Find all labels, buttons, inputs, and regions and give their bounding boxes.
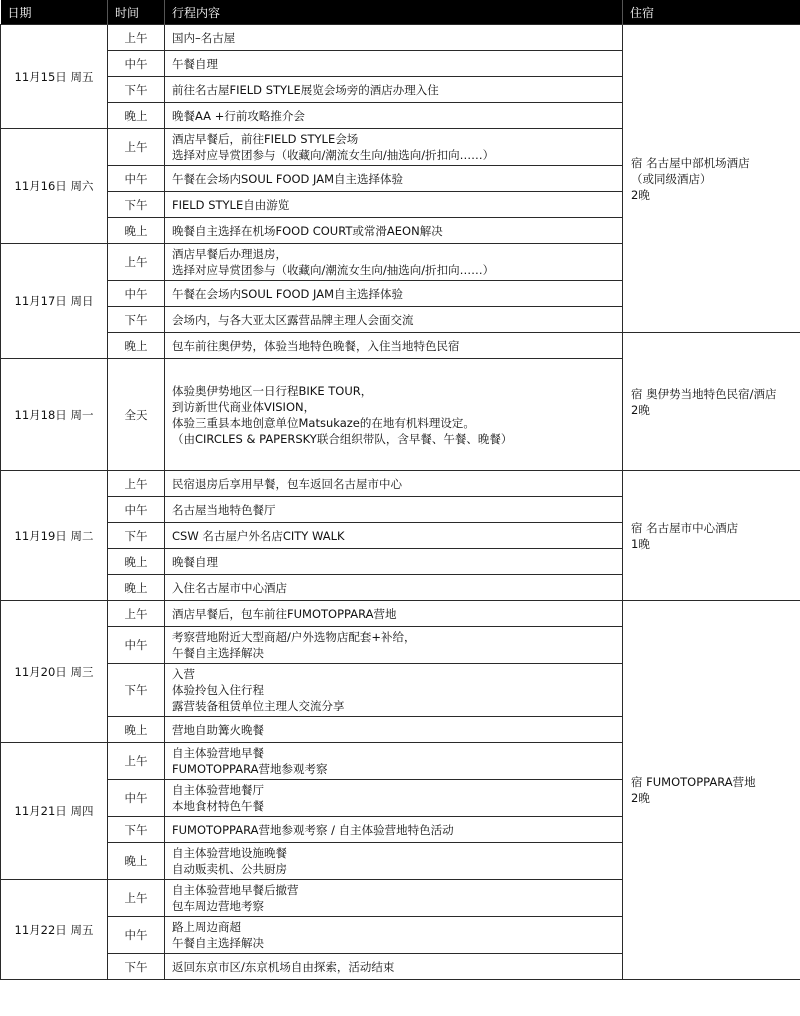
itinerary-cell (165, 497, 623, 523)
itinerary-cell (165, 523, 623, 549)
itinerary-cell (165, 549, 623, 575)
itinerary-cell (165, 244, 623, 281)
itinerary-cell (165, 333, 623, 359)
itinerary-line: 自动贩卖机、公共厨房 (172, 862, 287, 876)
time-cell: 下午 (108, 954, 165, 980)
itinerary-line: 民宿退房后享用早餐，包车返回名古屋市中心 (172, 476, 402, 491)
itinerary-line: FUMOTOPPARA营地参观考察 / 自主体验营地特色活动 (172, 822, 454, 837)
time-cell: 上午 (108, 743, 165, 780)
date-cell: 11月15日 周五 (1, 25, 108, 129)
itinerary-line: 入营 (172, 667, 195, 681)
lodging-cell (623, 25, 800, 333)
time-cell: 上午 (108, 25, 165, 51)
date-cell: 11月19日 周二 (1, 471, 108, 601)
itinerary-line: 体验奥伊势地区一日行程BIKE TOUR， (172, 383, 373, 398)
itinerary-cell (165, 575, 623, 601)
itinerary-cell (165, 281, 623, 307)
itinerary-cell (165, 218, 623, 244)
itinerary-cell (165, 664, 623, 717)
table-row (1, 333, 800, 359)
itinerary-line: 包车周边营地考察 (172, 899, 264, 913)
itinerary-line: 入住名古屋市中心酒店 (172, 580, 287, 595)
time-cell: 晚上 (108, 218, 165, 244)
time-cell: 中午 (108, 51, 165, 77)
itinerary-line: 营地自助篝火晚餐 (172, 722, 264, 737)
itinerary-line: （由CIRCLES & PAPERSKY联合组织带队，含早餐、午餐、晚餐） (172, 431, 513, 446)
lodging-line: 2晚 (631, 402, 650, 417)
header-time: 时间 (108, 0, 165, 25)
time-cell: 下午 (108, 523, 165, 549)
date-cell: 11月17日 周日 (1, 244, 108, 359)
itinerary-line: 会场内，与各大亚太区露营品牌主理人会面交流 (172, 312, 414, 327)
itinerary-cell (165, 954, 623, 980)
itinerary-line: 考察营地附近大型商超/户外选物店配套+补给， (172, 630, 416, 644)
lodging-line: 宿 奥伊势当地特色民宿/酒店 (631, 386, 777, 401)
time-cell: 上午 (108, 129, 165, 166)
time-cell: 中午 (108, 497, 165, 523)
header-stay: 住宿 (623, 0, 800, 25)
itinerary-cell (165, 166, 623, 192)
time-cell: 晚上 (108, 717, 165, 743)
time-cell: 中午 (108, 281, 165, 307)
time-cell: 上午 (108, 244, 165, 281)
itinerary-cell (165, 129, 623, 166)
time-cell: 晚上 (108, 103, 165, 129)
itinerary-line: 露营装备租赁单位主理人交流分享 (172, 699, 345, 713)
itinerary-line: 包车前往奥伊势，体验当地特色晚餐，入住当地特色民宿 (172, 338, 460, 353)
itinerary-cell (165, 471, 623, 497)
header-row (1, 0, 800, 25)
time-cell: 下午 (108, 77, 165, 103)
itinerary-line: 晚餐AA +行前攻略推介会 (172, 108, 305, 123)
itinerary-line: 体验拎包入住行程 (172, 683, 264, 697)
itinerary-cell (165, 743, 623, 780)
lodging-line: 1晚 (631, 536, 650, 551)
time-cell: 上午 (108, 471, 165, 497)
time-cell: 晚上 (108, 843, 165, 880)
itinerary-cell (165, 359, 623, 471)
itinerary-cell (165, 917, 623, 954)
itinerary-line: 午餐自理 (172, 56, 218, 71)
itinerary-line: 体验三重县本地创意单位Matsukaze的在地有机料理设定。 (172, 415, 475, 430)
itinerary-line: 路上周边商超 (172, 920, 241, 934)
date-cell: 11月16日 周六 (1, 129, 108, 244)
itinerary-line: 午餐自主选择解决 (172, 936, 264, 950)
time-cell: 晚上 (108, 333, 165, 359)
lodging-cell (623, 601, 800, 980)
itinerary-cell (165, 817, 623, 843)
itinerary-line: 名古屋当地特色餐厅 (172, 502, 276, 517)
itinerary-cell (165, 601, 623, 627)
itinerary-line: 午餐在会场内SOUL FOOD JAM自主选择体验 (172, 171, 404, 186)
lodging-line: 2晚 (631, 187, 650, 202)
lodging-line: 2晚 (631, 791, 650, 805)
itinerary-line: 晚餐自理 (172, 554, 218, 569)
itinerary-line: 酒店早餐后，前往FIELD STYLE会场 (172, 132, 359, 146)
date-cell: 11月21日 周四 (1, 743, 108, 880)
lodging-cell (623, 471, 800, 601)
itinerary-cell (165, 25, 623, 51)
time-cell: 下午 (108, 192, 165, 218)
time-cell: 晚上 (108, 549, 165, 575)
table-row (1, 601, 800, 627)
lodging-line: 宿 FUMOTOPPARA营地 (631, 775, 756, 789)
itinerary-cell (165, 627, 623, 664)
itinerary-line: 晚餐自主选择在机场FOOD COURT或常滑AEON解决 (172, 223, 443, 238)
time-cell: 上午 (108, 880, 165, 917)
itinerary-line: 自主体验营地早餐 (172, 746, 264, 760)
time-cell: 下午 (108, 817, 165, 843)
table-row (1, 25, 800, 51)
itinerary-line: 午餐在会场内SOUL FOOD JAM自主选择体验 (172, 286, 404, 301)
itinerary-line: CSW 名古屋户外名店CITY WALK (172, 528, 345, 543)
itinerary-cell (165, 192, 623, 218)
itinerary-line: 前往名古屋FIELD STYLE展览会场旁的酒店办理入住 (172, 82, 439, 97)
time-cell: 下午 (108, 307, 165, 333)
date-cell: 11月20日 周三 (1, 601, 108, 743)
itinerary-cell (165, 103, 623, 129)
time-cell: 上午 (108, 601, 165, 627)
time-cell: 中午 (108, 627, 165, 664)
itinerary-cell (165, 880, 623, 917)
itinerary-line: FUMOTOPPARA营地参观考察 (172, 762, 328, 776)
itinerary-line: 自主体验营地餐厅 (172, 783, 264, 797)
itinerary-line: 到访新世代商业体VISION， (172, 399, 316, 414)
table-row (1, 471, 800, 497)
time-cell: 晚上 (108, 575, 165, 601)
itinerary-line: 返回东京市区/东京机场自由探索，活动结束 (172, 959, 395, 974)
lodging-line: 宿 名古屋中部机场酒店 (631, 155, 750, 170)
header-itinerary: 行程内容 (165, 0, 623, 25)
itinerary-line: 自主体验营地早餐后撤营 (172, 883, 299, 897)
date-cell: 11月22日 周五 (1, 880, 108, 980)
itinerary-line: 选择对应导赏团参与（收藏向/潮流女生向/抽选向/折扣向……） (172, 263, 495, 277)
itinerary-cell (165, 780, 623, 817)
itinerary-line: 午餐自主选择解决 (172, 646, 264, 660)
itinerary-line: 酒店早餐后办理退房， (172, 247, 287, 261)
time-cell: 中午 (108, 166, 165, 192)
time-cell: 中午 (108, 917, 165, 954)
itinerary-cell (165, 307, 623, 333)
lodging-line: 宿 名古屋市中心酒店 (631, 520, 739, 535)
lodging-line: （或同级酒店） (631, 171, 712, 186)
date-cell: 11月18日 周一 (1, 359, 108, 471)
time-cell: 下午 (108, 664, 165, 717)
time-cell: 中午 (108, 780, 165, 817)
itinerary-line: FIELD STYLE自由游览 (172, 197, 290, 212)
itinerary-line: 选择对应导赏团参与（收藏向/潮流女生向/抽选向/折扣向……） (172, 148, 495, 162)
itinerary-line: 自主体验营地设施晚餐 (172, 846, 287, 860)
itinerary-line: 酒店早餐后，包车前往FUMOTOPPARA营地 (172, 606, 397, 621)
itinerary-line: 国内–名古屋 (172, 30, 236, 45)
itinerary-cell (165, 77, 623, 103)
lodging-cell (623, 333, 800, 471)
itinerary-cell (165, 843, 623, 880)
header-date: 日期 (1, 0, 108, 25)
itinerary-line: 本地食材特色午餐 (172, 799, 264, 813)
time-cell: 全天 (108, 359, 165, 471)
itinerary-cell (165, 51, 623, 77)
itinerary-cell (165, 717, 623, 743)
